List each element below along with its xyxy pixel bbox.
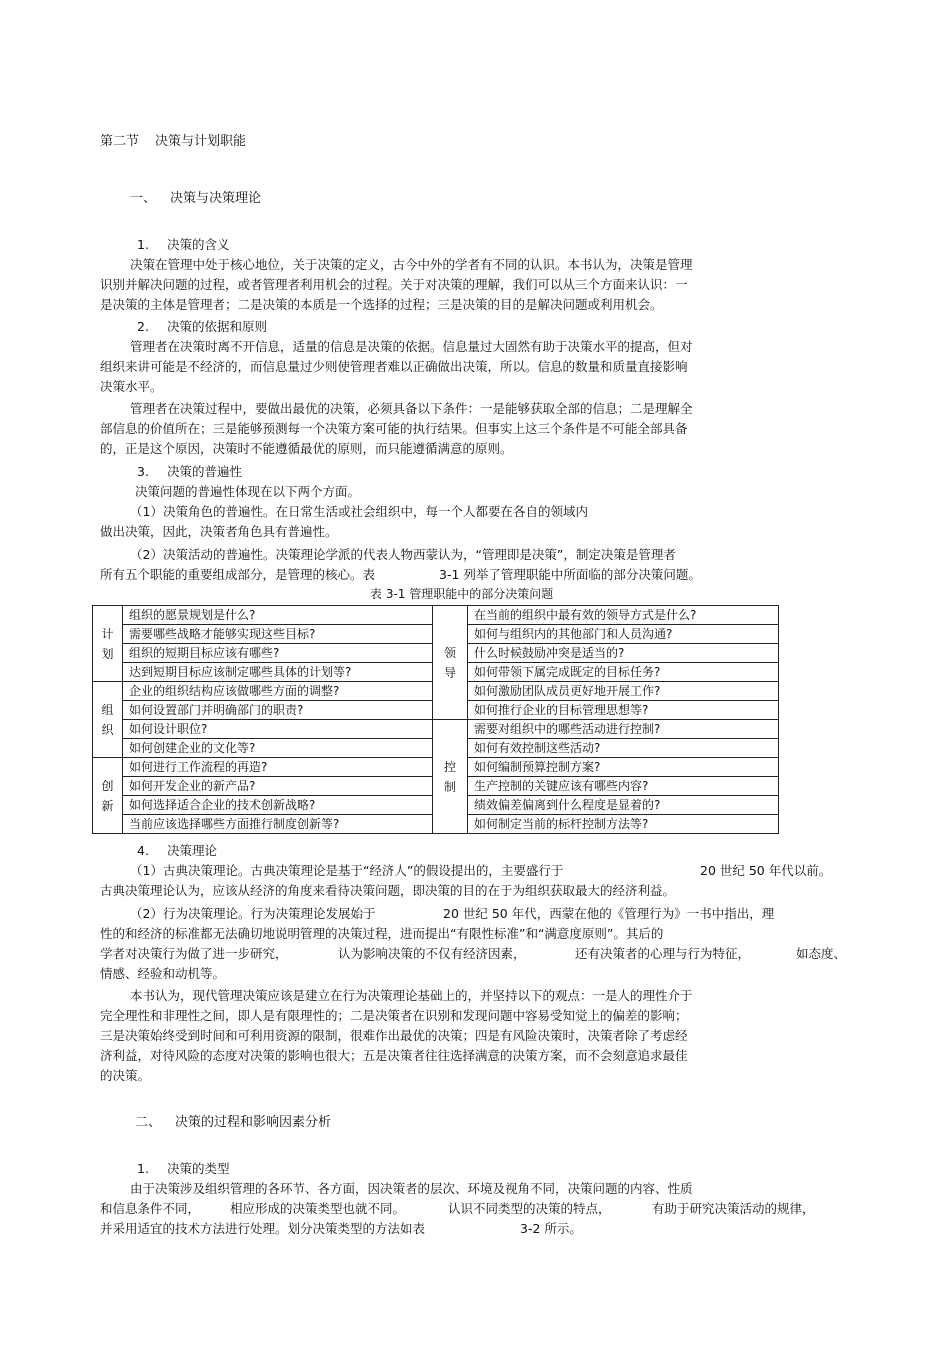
table-cell: 如何制定当前的标杆控制方法等? (468, 815, 779, 834)
category-innovate: 创 新 (93, 758, 123, 834)
part2-heading: 二、 决策的过程和影响因素分析 (135, 1115, 332, 1130)
s3-heading: 3. 决策的普遍性 (137, 464, 242, 479)
s2-line: 的，正是这个原因，决策时不能遵循最优的原则，而只能遵循满意的原则。 (100, 441, 513, 456)
s4-line: （2）行为决策理论。行为决策理论发展始于 (130, 906, 376, 921)
s1-line: 决策在管理中处于核心地位，关于决策的定义，古今中外的学者有不同的认识。本书认为，决策是管理 (130, 257, 693, 272)
s3-line: （1）决策角色的普遍性。在日常生活或社会组织中，每一个人都要在各自的领域内 (130, 504, 588, 519)
s3-line: 做出决策，因此，决策者角色具有普遍性。 (100, 524, 338, 539)
s4-line: 认为影响决策的不仅有经济因素， (338, 946, 526, 961)
table-cell: 组织的愿景规划是什么? (123, 606, 433, 625)
s4-line: （1）古典决策理论。古典决策理论是基于“经济人”的假设提出的，主要盛行于 (130, 863, 564, 878)
table-cell: 达到短期目标应该制定哪些具体的计划等? (123, 663, 433, 682)
table-cell: 如何进行工作流程的再造? (123, 758, 433, 777)
s2-line: 组织来讲可能是不经济的，而信息量过少则使管理者难以正确做出决策，所以。信息的数量和质量直接影响 (100, 359, 688, 374)
part1-heading: 一、 决策与决策理论 (130, 191, 262, 206)
table-cell: 如何有效控制这些活动? (468, 739, 779, 758)
s4-line: 20 世纪 50 年代以前。 (700, 863, 832, 878)
s5-line: 和信息条件不同， (100, 1201, 201, 1216)
s4-line: 20 世纪 50 年代，西蒙在他的《管理行为》一书中指出，理 (443, 906, 775, 921)
s3-line: （2）决策活动的普遍性。决策理论学派的代表人物西蒙认为，“管理即是决策”，制定决策是管理者 (130, 547, 676, 562)
s4-line: 济利益，对待风险的态度对决策的影响也很大；五是决策者往往选择满意的决策方案，而不会刻意追求最佳 (100, 1048, 688, 1063)
category-plan: 计 划 (93, 606, 123, 682)
s1-line: 是决策的主体是管理者；二是决策的本质是一个选择的过程；三是决策的目的是解决问题或利用机会。 (100, 297, 663, 312)
s4-line: 学者对决策行为做了进一步研究， (100, 946, 288, 961)
s5-line: 并采用适宜的技术方法进行处理。划分决策类型的方法如表 (100, 1221, 426, 1236)
table-row (93, 720, 779, 739)
s4-heading: 4. 决策理论 (137, 843, 217, 858)
table-cell: 当前应该选择哪些方面推行制度创新等? (123, 815, 433, 834)
table-cell: 如何开发企业的新产品? (123, 777, 433, 796)
table-cell: 什么时候鼓励冲突是适当的? (468, 644, 779, 663)
s3-line: 所有五个职能的重要组成部分，是管理的核心。表 3-1 列举了管理职能中所面临的部分决策问题。 (100, 567, 701, 582)
s4-line: 完全理性和非理性之间，即人是有限理性的；二是决策者在识别和发现问题中容易受知觉上的偏差的影响； (100, 1008, 688, 1023)
category-lead: 领 导 (433, 606, 468, 720)
s5-line: 由于决策涉及组织管理的各环节、各方面，因决策者的层次、环境及视角不同，决策问题的内容、性质 (130, 1181, 693, 1196)
s4-line: 性的和经济的标准都无法确切地说明管理的决策过程，进而提出“有限性标准”和“满意度原则”。其后的 (100, 926, 664, 941)
table-cell: 如何带领下属完成既定的目标任务? (468, 663, 779, 682)
table-cell: 需要哪些战略才能够实现这些目标? (123, 625, 433, 644)
s5-line: 认识不同类型的决策的特点， (448, 1201, 611, 1216)
table-cell: 需要对组织中的哪些活动进行控制? (468, 720, 779, 739)
s2-line: 部信息的价值所在；三是能够预测每一个决策方案可能的执行结果。但事实上这三个条件是不可能全部具备 (100, 421, 688, 436)
s4-line: 本书认为，现代管理决策应该是建立在行为决策理论基础上的，并坚持以下的观点：一是人的理性介于 (130, 988, 693, 1003)
s2-line: 决策水平。 (100, 379, 163, 394)
table-cell: 在当前的组织中最有效的领导方式是什么? (468, 606, 779, 625)
table-caption: 表 3-1 管理职能中的部分决策问题 (370, 587, 554, 601)
decision-table (92, 605, 779, 834)
section-title: 第二节 决策与计划职能 (100, 134, 247, 149)
table-cell: 如何设置部门并明确部门的职责? (123, 701, 433, 720)
s4-line: 如态度、 (796, 946, 847, 961)
s4-line: 的决策。 (100, 1068, 151, 1083)
s4-line: 三是决策始终受到时间和可利用资源的限制，很难作出最优的决策；四是有风险决策时，决策者除了考虑经 (100, 1028, 688, 1043)
s1-line: 识别并解决问题的过程，或者管理者利用机会的过程。关于对决策的理解，我们可以从三个方面来认识：一 (100, 277, 688, 292)
table-cell: 如何创建企业的文化等? (123, 739, 433, 758)
table-cell: 企业的组织结构应该做哪些方面的调整? (123, 682, 433, 701)
s5-line: 3-2 所示。 (520, 1221, 582, 1236)
table-cell: 如何设计职位? (123, 720, 433, 739)
table-cell: 如何激励团队成员更好地开展工作? (468, 682, 779, 701)
s2-heading: 2. 决策的依据和原则 (137, 319, 267, 334)
table-cell: 如何编制预算控制方案? (468, 758, 779, 777)
category-control: 控 制 (433, 720, 468, 834)
table-cell: 生产控制的关键应该有哪些内容? (468, 777, 779, 796)
table-cell: 如何与组织内的其他部门和人员沟通? (468, 625, 779, 644)
s3-intro: 决策问题的普遍性体现在以下两个方面。 (135, 484, 361, 499)
s5-heading: 1. 决策的类型 (137, 1161, 230, 1176)
s2-line: 管理者在决策过程中，要做出最优的决策，必须具备以下条件：一是能够获取全部的信息；二是理解全 (130, 401, 693, 416)
s5-line: 有助于研究决策活动的规律， (652, 1201, 815, 1216)
s4-line: 还有决策者的心理与行为特征， (575, 946, 751, 961)
category-organize: 组 织 (93, 682, 123, 758)
s4-line: 古典决策理论认为，应该从经济的角度来看待决策问题，即决策的目的在于为组织获取最大的经济利益。 (100, 883, 676, 898)
s1-heading: 1. 决策的含义 (137, 237, 230, 252)
table-cell: 如何选择适合企业的技术创新战略? (123, 796, 433, 815)
s5-line: 相应形成的决策类型也就不同。 (230, 1201, 406, 1216)
s2-line: 管理者在决策时离不开信息，适量的信息是决策的依据。信息量过大固然有助于决策水平的提高，但对 (130, 339, 693, 354)
table-cell: 如何推行企业的目标管理思想等? (468, 701, 779, 720)
table-cell: 绩效偏差偏离到什么程度是显着的? (468, 796, 779, 815)
table-cell: 组织的短期目标应该有哪些? (123, 644, 433, 663)
table-row (93, 606, 779, 625)
s4-line: 情感、经验和动机等。 (100, 966, 226, 981)
